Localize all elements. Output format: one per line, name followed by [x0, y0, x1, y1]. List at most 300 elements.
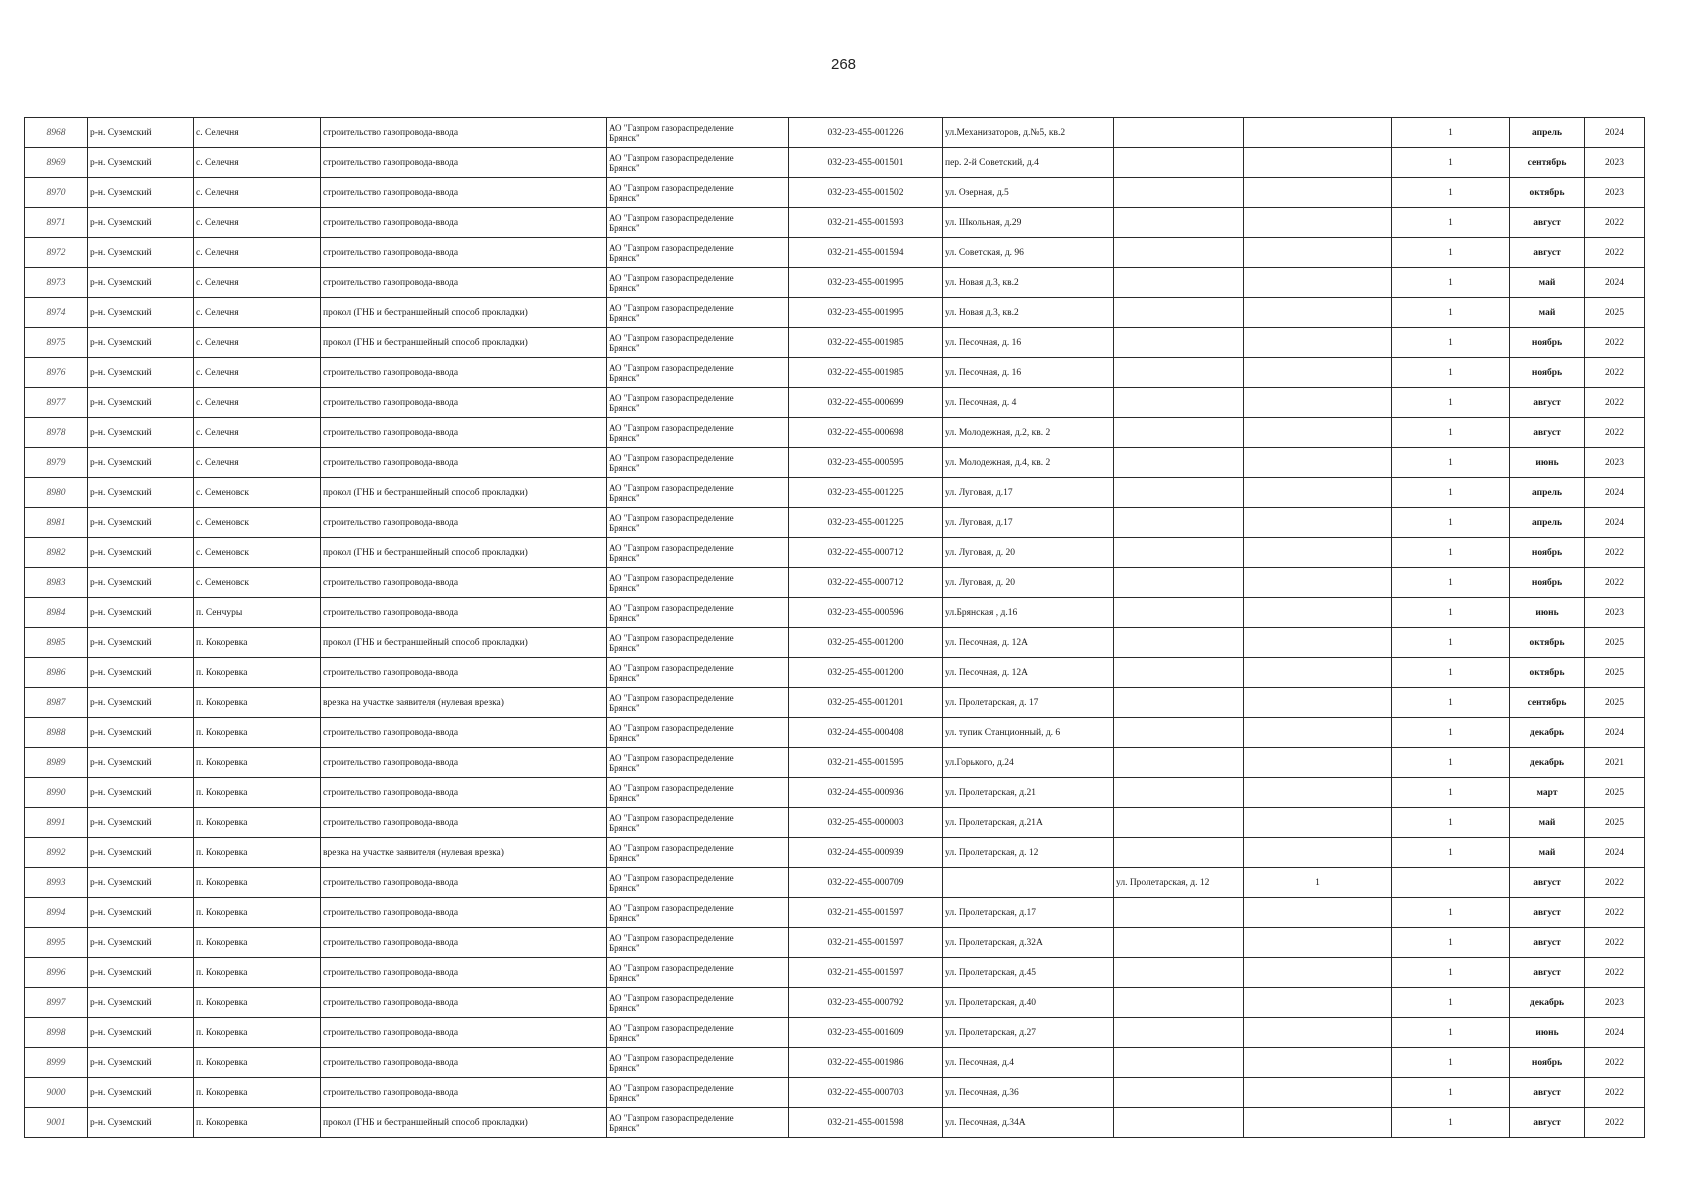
application-code-cell: 032-23-455-001225	[789, 478, 943, 508]
table-row	[25, 688, 1645, 718]
application-code-cell: 032-23-455-001226	[789, 118, 943, 148]
address-cell: ул. Пролетарская, д.21А	[943, 808, 1114, 838]
application-code-cell: 032-23-455-001995	[789, 268, 943, 298]
application-code-cell: 032-22-455-000712	[789, 538, 943, 568]
row-number-cell: 8993	[25, 868, 88, 898]
month-cell: октябрь	[1510, 628, 1585, 658]
quantity-alt-cell	[1244, 838, 1392, 868]
quantity-alt-cell	[1244, 388, 1392, 418]
row-number-cell: 8982	[25, 538, 88, 568]
work-type-cell: строительство газопровода-ввода	[321, 958, 607, 988]
table-row	[25, 268, 1645, 298]
row-number-cell: 8990	[25, 778, 88, 808]
address-alt-cell	[1114, 1108, 1244, 1138]
work-type-cell: строительство газопровода-ввода	[321, 658, 607, 688]
application-code-cell: 032-25-455-001200	[789, 628, 943, 658]
row-number-cell: 8981	[25, 508, 88, 538]
organization-cell	[607, 688, 789, 718]
work-type-cell: прокол (ГНБ и бестраншейный способ прокладки)	[321, 478, 607, 508]
month-cell: апрель	[1510, 478, 1585, 508]
organization-name-line2: Брянск"	[609, 192, 640, 203]
year-cell: 2022	[1585, 538, 1645, 568]
settlement-cell: п. Кокоревка	[194, 1018, 321, 1048]
month-cell: ноябрь	[1510, 358, 1585, 388]
table-row	[25, 418, 1645, 448]
row-number-cell: 8975	[25, 328, 88, 358]
address-alt-cell	[1114, 658, 1244, 688]
organization-name-line1: АО "Газпром газораспределение	[609, 902, 734, 913]
year-cell: 2022	[1585, 238, 1645, 268]
row-number-cell: 8976	[25, 358, 88, 388]
organization-name-line2: Брянск"	[609, 552, 640, 563]
address-alt-cell	[1114, 568, 1244, 598]
organization-cell	[607, 568, 789, 598]
organization-name-line1: АО "Газпром газораспределение	[609, 152, 734, 163]
registry-table	[24, 117, 1645, 1138]
quantity-cell: 1	[1392, 988, 1510, 1018]
month-cell: август	[1510, 898, 1585, 928]
quantity-cell: 1	[1392, 268, 1510, 298]
address-alt-cell	[1114, 148, 1244, 178]
month-cell: октябрь	[1510, 658, 1585, 688]
table-row	[25, 388, 1645, 418]
quantity-alt-cell	[1244, 628, 1392, 658]
year-cell: 2022	[1585, 418, 1645, 448]
address-alt-cell	[1114, 418, 1244, 448]
settlement-cell: п. Кокоревка	[194, 898, 321, 928]
organization-name-line1: АО "Газпром газораспределение	[609, 362, 734, 373]
address-cell: ул. Луговая, д.17	[943, 508, 1114, 538]
organization-name-line1: АО "Газпром газораспределение	[609, 392, 734, 403]
row-number-cell: 8980	[25, 478, 88, 508]
district-cell: р-н. Суземский	[88, 868, 194, 898]
address-alt-cell	[1114, 328, 1244, 358]
organization-name-line1: АО "Газпром газораспределение	[609, 482, 734, 493]
district-cell: р-н. Суземский	[88, 508, 194, 538]
work-type-cell: строительство газопровода-ввода	[321, 718, 607, 748]
application-code-cell: 032-25-455-001200	[789, 658, 943, 688]
application-code-cell: 032-22-455-000709	[789, 868, 943, 898]
year-cell: 2025	[1585, 808, 1645, 838]
organization-name-line2: Брянск"	[609, 792, 640, 803]
organization-name-line1: АО "Газпром газораспределение	[609, 1112, 734, 1123]
organization-name-line1: АО "Газпром газораспределение	[609, 602, 734, 613]
year-cell: 2024	[1585, 478, 1645, 508]
quantity-cell: 1	[1392, 748, 1510, 778]
year-cell: 2025	[1585, 298, 1645, 328]
quantity-alt-cell	[1244, 118, 1392, 148]
address-cell: ул. Луговая, д.17	[943, 478, 1114, 508]
quantity-alt-cell	[1244, 658, 1392, 688]
table-row	[25, 838, 1645, 868]
organization-name-line1: АО "Газпром газораспределение	[609, 632, 734, 643]
quantity-cell: 1	[1392, 928, 1510, 958]
address-alt-cell	[1114, 388, 1244, 418]
work-type-cell: строительство газопровода-ввода	[321, 898, 607, 928]
year-cell: 2022	[1585, 958, 1645, 988]
quantity-cell: 1	[1392, 1048, 1510, 1078]
row-number-cell: 8983	[25, 568, 88, 598]
address-cell: ул. Пролетарская, д.40	[943, 988, 1114, 1018]
district-cell: р-н. Суземский	[88, 268, 194, 298]
work-type-cell: прокол (ГНБ и бестраншейный способ прокладки)	[321, 298, 607, 328]
settlement-cell: с. Селечня	[194, 238, 321, 268]
row-number-cell: 8999	[25, 1048, 88, 1078]
settlement-cell: с. Селечня	[194, 328, 321, 358]
month-cell: октябрь	[1510, 178, 1585, 208]
year-cell: 2021	[1585, 748, 1645, 778]
quantity-cell: 1	[1392, 298, 1510, 328]
district-cell: р-н. Суземский	[88, 1018, 194, 1048]
month-cell: июнь	[1510, 1018, 1585, 1048]
organization-cell	[607, 778, 789, 808]
application-code-cell: 032-21-455-001597	[789, 928, 943, 958]
table-row	[25, 148, 1645, 178]
row-number-cell: 8994	[25, 898, 88, 928]
year-cell: 2024	[1585, 838, 1645, 868]
settlement-cell: с. Селечня	[194, 358, 321, 388]
year-cell: 2023	[1585, 148, 1645, 178]
organization-cell	[607, 268, 789, 298]
year-cell: 2025	[1585, 658, 1645, 688]
address-cell: ул. Школьная, д.29	[943, 208, 1114, 238]
quantity-alt-cell	[1244, 1018, 1392, 1048]
application-code-cell: 032-23-455-001501	[789, 148, 943, 178]
row-number-cell: 8992	[25, 838, 88, 868]
address-alt-cell	[1114, 808, 1244, 838]
settlement-cell: п. Кокоревка	[194, 868, 321, 898]
organization-name-line2: Брянск"	[609, 522, 640, 533]
organization-name-line1: АО "Газпром газораспределение	[609, 962, 734, 973]
quantity-alt-cell	[1244, 568, 1392, 598]
application-code-cell: 032-25-455-001201	[789, 688, 943, 718]
settlement-cell: п. Кокоревка	[194, 748, 321, 778]
table-row	[25, 238, 1645, 268]
application-code-cell: 032-22-455-000703	[789, 1078, 943, 1108]
organization-cell	[607, 388, 789, 418]
month-cell: март	[1510, 778, 1585, 808]
quantity-alt-cell	[1244, 298, 1392, 328]
address-cell: ул. Луговая, д. 20	[943, 538, 1114, 568]
address-cell: ул.Брянская , д.16	[943, 598, 1114, 628]
address-cell: ул. Пролетарская, д.45	[943, 958, 1114, 988]
quantity-cell: 1	[1392, 718, 1510, 748]
organization-name-line1: АО "Газпром газораспределение	[609, 662, 734, 673]
year-cell: 2025	[1585, 688, 1645, 718]
organization-name-line2: Брянск"	[609, 402, 640, 413]
month-cell: ноябрь	[1510, 1048, 1585, 1078]
application-code-cell: 032-23-455-000596	[789, 598, 943, 628]
quantity-cell: 1	[1392, 148, 1510, 178]
application-code-cell: 032-21-455-001595	[789, 748, 943, 778]
work-type-cell: прокол (ГНБ и бестраншейный способ прокладки)	[321, 538, 607, 568]
table-row	[25, 928, 1645, 958]
organization-cell	[607, 1018, 789, 1048]
settlement-cell: с. Семеновск	[194, 538, 321, 568]
organization-cell	[607, 928, 789, 958]
district-cell: р-н. Суземский	[88, 778, 194, 808]
table-row	[25, 508, 1645, 538]
organization-name-line2: Брянск"	[609, 822, 640, 833]
row-number-cell: 8968	[25, 118, 88, 148]
district-cell: р-н. Суземский	[88, 328, 194, 358]
application-code-cell: 032-23-455-000595	[789, 448, 943, 478]
year-cell: 2022	[1585, 1108, 1645, 1138]
settlement-cell: с. Селечня	[194, 208, 321, 238]
quantity-cell: 1	[1392, 118, 1510, 148]
settlement-cell: п. Кокоревка	[194, 958, 321, 988]
settlement-cell: п. Кокоревка	[194, 838, 321, 868]
organization-cell	[607, 298, 789, 328]
settlement-cell: с. Семеновск	[194, 478, 321, 508]
organization-name-line2: Брянск"	[609, 432, 640, 443]
work-type-cell: строительство газопровода-ввода	[321, 598, 607, 628]
quantity-alt-cell	[1244, 748, 1392, 778]
quantity-cell: 1	[1392, 388, 1510, 418]
organization-name-line1: АО "Газпром газораспределение	[609, 782, 734, 793]
organization-name-line1: АО "Газпром газораспределение	[609, 932, 734, 943]
work-type-cell: строительство газопровода-ввода	[321, 358, 607, 388]
work-type-cell: строительство газопровода-ввода	[321, 208, 607, 238]
year-cell: 2025	[1585, 628, 1645, 658]
organization-name-line2: Брянск"	[609, 612, 640, 623]
month-cell: ноябрь	[1510, 568, 1585, 598]
application-code-cell: 032-24-455-000936	[789, 778, 943, 808]
table-row	[25, 1048, 1645, 1078]
application-code-cell: 032-21-455-001594	[789, 238, 943, 268]
year-cell: 2024	[1585, 268, 1645, 298]
settlement-cell: с. Селечня	[194, 148, 321, 178]
application-code-cell: 032-23-455-001225	[789, 508, 943, 538]
organization-cell	[607, 178, 789, 208]
row-number-cell: 8995	[25, 928, 88, 958]
quantity-alt-cell	[1244, 1108, 1392, 1138]
organization-cell	[607, 1108, 789, 1138]
row-number-cell: 9000	[25, 1078, 88, 1108]
district-cell: р-н. Суземский	[88, 238, 194, 268]
address-alt-cell	[1114, 538, 1244, 568]
year-cell: 2023	[1585, 448, 1645, 478]
address-alt-cell	[1114, 598, 1244, 628]
organization-name-line2: Брянск"	[609, 492, 640, 503]
district-cell: р-н. Суземский	[88, 478, 194, 508]
organization-name-line1: АО "Газпром газораспределение	[609, 842, 734, 853]
quantity-alt-cell	[1244, 718, 1392, 748]
address-alt-cell	[1114, 268, 1244, 298]
quantity-cell: 1	[1392, 538, 1510, 568]
address-alt-cell	[1114, 748, 1244, 778]
settlement-cell: п. Кокоревка	[194, 988, 321, 1018]
table-row	[25, 358, 1645, 388]
district-cell: р-н. Суземский	[88, 418, 194, 448]
organization-name-line2: Брянск"	[609, 312, 640, 323]
table-row	[25, 298, 1645, 328]
quantity-alt-cell	[1244, 898, 1392, 928]
address-alt-cell	[1114, 118, 1244, 148]
month-cell: ноябрь	[1510, 328, 1585, 358]
address-cell: ул. Песочная, д. 16	[943, 328, 1114, 358]
application-code-cell: 032-22-455-000699	[789, 388, 943, 418]
settlement-cell: с. Семеновск	[194, 508, 321, 538]
address-alt-cell	[1114, 358, 1244, 388]
quantity-cell: 1	[1392, 418, 1510, 448]
organization-cell	[607, 238, 789, 268]
organization-name-line2: Брянск"	[609, 1002, 640, 1013]
district-cell: р-н. Суземский	[88, 208, 194, 238]
quantity-cell: 1	[1392, 328, 1510, 358]
organization-name-line2: Брянск"	[609, 132, 640, 143]
quantity-alt-cell	[1244, 988, 1392, 1018]
table-row	[25, 448, 1645, 478]
address-cell: ул. Пролетарская, д.32А	[943, 928, 1114, 958]
row-number-cell: 8972	[25, 238, 88, 268]
district-cell: р-н. Суземский	[88, 538, 194, 568]
address-cell: ул. Песочная, д. 16	[943, 358, 1114, 388]
organization-cell	[607, 898, 789, 928]
address-cell: ул. Песочная, д. 12А	[943, 658, 1114, 688]
year-cell: 2022	[1585, 568, 1645, 598]
settlement-cell: п. Кокоревка	[194, 1108, 321, 1138]
settlement-cell: п. Сенчуры	[194, 598, 321, 628]
month-cell: август	[1510, 1078, 1585, 1108]
quantity-alt-cell	[1244, 478, 1392, 508]
month-cell: май	[1510, 268, 1585, 298]
row-number-cell: 9001	[25, 1108, 88, 1138]
organization-name-line2: Брянск"	[609, 342, 640, 353]
table-row	[25, 118, 1645, 148]
address-cell: ул. Пролетарская, д.17	[943, 898, 1114, 928]
work-type-cell: строительство газопровода-ввода	[321, 238, 607, 268]
organization-name-line1: АО "Газпром газораспределение	[609, 692, 734, 703]
organization-cell	[607, 208, 789, 238]
year-cell: 2024	[1585, 718, 1645, 748]
work-type-cell: прокол (ГНБ и бестраншейный способ прокладки)	[321, 1108, 607, 1138]
organization-cell	[607, 748, 789, 778]
district-cell: р-н. Суземский	[88, 148, 194, 178]
quantity-cell: 1	[1392, 598, 1510, 628]
address-alt-cell: ул. Пролетарская, д. 12	[1114, 868, 1244, 898]
month-cell: декабрь	[1510, 748, 1585, 778]
address-cell: ул. Песочная, д. 4	[943, 388, 1114, 418]
district-cell: р-н. Суземский	[88, 448, 194, 478]
organization-name-line1: АО "Газпром газораспределение	[609, 542, 734, 553]
quantity-alt-cell	[1244, 448, 1392, 478]
address-alt-cell	[1114, 778, 1244, 808]
row-number-cell: 8977	[25, 388, 88, 418]
row-number-cell: 8970	[25, 178, 88, 208]
district-cell: р-н. Суземский	[88, 748, 194, 778]
address-cell: ул. Молодежная, д.2, кв. 2	[943, 418, 1114, 448]
organization-name-line1: АО "Газпром газораспределение	[609, 812, 734, 823]
organization-name-line1: АО "Газпром газораспределение	[609, 1082, 734, 1093]
table-body	[25, 118, 1645, 1138]
year-cell: 2023	[1585, 178, 1645, 208]
quantity-cell: 1	[1392, 808, 1510, 838]
address-cell: ул.Механизаторов, д.№5, кв.2	[943, 118, 1114, 148]
settlement-cell: с. Селечня	[194, 388, 321, 418]
address-cell: ул. Луговая, д. 20	[943, 568, 1114, 598]
address-alt-cell	[1114, 988, 1244, 1018]
organization-name-line2: Брянск"	[609, 852, 640, 863]
organization-cell	[607, 598, 789, 628]
work-type-cell: строительство газопровода-ввода	[321, 1018, 607, 1048]
organization-cell	[607, 718, 789, 748]
settlement-cell: п. Кокоревка	[194, 718, 321, 748]
organization-cell	[607, 538, 789, 568]
year-cell: 2022	[1585, 358, 1645, 388]
address-cell: ул. Пролетарская, д. 17	[943, 688, 1114, 718]
table-row	[25, 1108, 1645, 1138]
table-row	[25, 568, 1645, 598]
organization-name-line1: АО "Газпром газораспределение	[609, 272, 734, 283]
settlement-cell: с. Селечня	[194, 418, 321, 448]
row-number-cell: 8974	[25, 298, 88, 328]
table-row	[25, 628, 1645, 658]
year-cell: 2023	[1585, 988, 1645, 1018]
organization-cell	[607, 358, 789, 388]
address-cell	[943, 868, 1114, 898]
quantity-alt-cell	[1244, 958, 1392, 988]
district-cell: р-н. Суземский	[88, 358, 194, 388]
application-code-cell: 032-25-455-000003	[789, 808, 943, 838]
settlement-cell: с. Селечня	[194, 448, 321, 478]
organization-cell	[607, 658, 789, 688]
address-alt-cell	[1114, 958, 1244, 988]
district-cell: р-н. Суземский	[88, 658, 194, 688]
organization-name-line2: Брянск"	[609, 1032, 640, 1043]
address-cell: ул. Песочная, д. 12А	[943, 628, 1114, 658]
district-cell: р-н. Суземский	[88, 688, 194, 718]
address-cell: ул. Советская, д. 96	[943, 238, 1114, 268]
district-cell: р-н. Суземский	[88, 1048, 194, 1078]
organization-cell	[607, 958, 789, 988]
address-alt-cell	[1114, 178, 1244, 208]
quantity-alt-cell	[1244, 328, 1392, 358]
quantity-cell: 1	[1392, 478, 1510, 508]
quantity-cell: 1	[1392, 448, 1510, 478]
quantity-alt-cell	[1244, 688, 1392, 718]
address-alt-cell	[1114, 298, 1244, 328]
year-cell: 2022	[1585, 898, 1645, 928]
work-type-cell: строительство газопровода-ввода	[321, 808, 607, 838]
work-type-cell: прокол (ГНБ и бестраншейный способ прокладки)	[321, 628, 607, 658]
quantity-cell: 1	[1392, 688, 1510, 718]
year-cell: 2022	[1585, 1078, 1645, 1108]
organization-name-line1: АО "Газпром газораспределение	[609, 1052, 734, 1063]
organization-cell	[607, 868, 789, 898]
month-cell: август	[1510, 208, 1585, 238]
work-type-cell: строительство газопровода-ввода	[321, 178, 607, 208]
work-type-cell: строительство газопровода-ввода	[321, 148, 607, 178]
settlement-cell: п. Кокоревка	[194, 688, 321, 718]
row-number-cell: 8998	[25, 1018, 88, 1048]
address-alt-cell	[1114, 838, 1244, 868]
organization-name-line2: Брянск"	[609, 1092, 640, 1103]
address-cell: пер. 2-й Советский, д.4	[943, 148, 1114, 178]
address-cell: ул. Пролетарская, д.27	[943, 1018, 1114, 1048]
year-cell: 2024	[1585, 1018, 1645, 1048]
month-cell: август	[1510, 1108, 1585, 1138]
row-number-cell: 8997	[25, 988, 88, 1018]
organization-name-line1: АО "Газпром газораспределение	[609, 422, 734, 433]
district-cell: р-н. Суземский	[88, 928, 194, 958]
application-code-cell: 032-22-455-001985	[789, 358, 943, 388]
year-cell: 2025	[1585, 778, 1645, 808]
organization-cell	[607, 118, 789, 148]
application-code-cell: 032-21-455-001593	[789, 208, 943, 238]
address-cell: ул. Молодежная, д.4, кв. 2	[943, 448, 1114, 478]
row-number-cell: 8978	[25, 418, 88, 448]
